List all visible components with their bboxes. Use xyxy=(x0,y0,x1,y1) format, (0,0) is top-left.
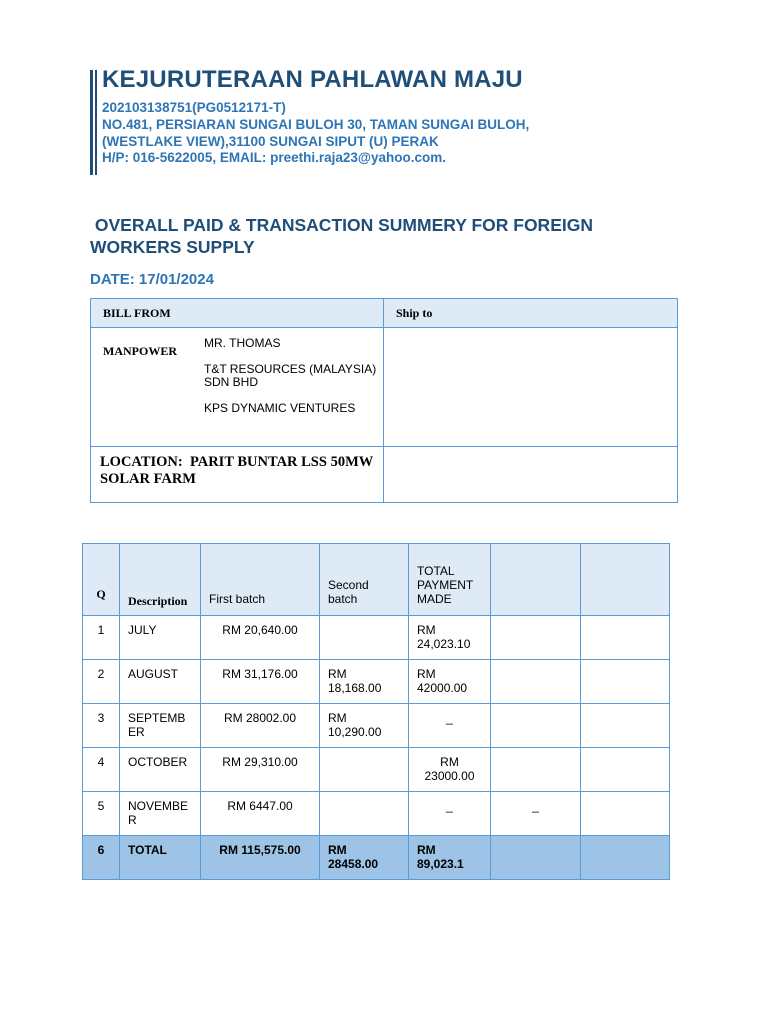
row-extra-2 xyxy=(581,704,670,748)
location-empty-cell xyxy=(384,447,678,503)
location-row xyxy=(91,447,678,503)
row-q: 1 xyxy=(83,616,120,660)
row-q: 3 xyxy=(83,704,120,748)
row-first-batch: RM 29,310.00 xyxy=(201,748,320,792)
to-name-3: KPS DYNAMIC VENTURES xyxy=(204,400,356,415)
row-first-batch: RM 20,640.00 xyxy=(201,616,320,660)
row-description: OCTOBER xyxy=(120,748,201,792)
company-contact: H/P: 016-5622005, EMAIL: preethi.raja23@yahoo.com. xyxy=(102,150,447,165)
total-extra-1 xyxy=(491,836,581,880)
bill-table-header xyxy=(91,299,678,328)
total-row xyxy=(83,836,670,880)
to-name-1: MR. THOMAS xyxy=(204,336,281,350)
row-extra-2 xyxy=(581,792,670,836)
bill-from-label: BILL FROM xyxy=(103,305,171,320)
location-line-2: SOLAR FARM xyxy=(100,471,196,487)
ship-to-header: Ship to xyxy=(384,299,678,328)
row-total-paid: _ xyxy=(409,792,491,836)
row-total-paid: RM 23000.00 xyxy=(409,748,491,792)
title-line-2: WORKERS SUPPLY xyxy=(90,237,255,257)
total-q: 6 xyxy=(83,836,120,880)
row-q: 4 xyxy=(83,748,120,792)
header-accent-bar xyxy=(90,70,93,175)
payment-table-header xyxy=(83,544,670,616)
from-party: MANPOWER xyxy=(103,344,177,358)
row-description: SEPTEMBER xyxy=(120,704,201,748)
row-q: 2 xyxy=(83,660,120,704)
table-row xyxy=(83,792,670,836)
total-second-batch: RM 28458.00 xyxy=(320,836,409,880)
row-extra-2 xyxy=(581,660,670,704)
address-line-2: (WESTLAKE VIEW),31100 SUNGAI SIPUT (U) PERAK xyxy=(102,133,439,149)
header-extra-2 xyxy=(581,544,670,616)
table-row xyxy=(83,704,670,748)
row-first-batch: RM 31,176.00 xyxy=(201,660,320,704)
header-accent-bar-inner xyxy=(95,70,97,175)
document-date: DATE: 17/01/2024 xyxy=(90,271,214,288)
row-description: NOVEMBER xyxy=(120,792,201,836)
header-second-batch: Second batch xyxy=(320,544,409,616)
total-paid: RM 89,023.1 xyxy=(409,836,491,880)
row-extra-1: _ xyxy=(491,792,581,836)
table-row xyxy=(83,660,670,704)
bill-table xyxy=(90,298,678,503)
total-description: TOTAL xyxy=(120,836,201,880)
to-names xyxy=(204,337,379,427)
table-row xyxy=(83,616,670,660)
company-address xyxy=(102,117,529,150)
row-extra-2 xyxy=(581,616,670,660)
bill-parties-row xyxy=(91,328,678,447)
company-name: KEJURUTERAAN PAHLAWAN MAJU xyxy=(102,66,523,93)
row-total-paid: _ xyxy=(409,704,491,748)
row-first-batch: RM 6447.00 xyxy=(201,792,320,836)
row-q: 5 xyxy=(83,792,120,836)
total-first-batch: RM 115,575.00 xyxy=(201,836,320,880)
row-second-batch: RM 10,290.00 xyxy=(320,704,409,748)
title-line-1: OVERALL PAID & TRANSACTION SUMMERY FOR FOREIGN xyxy=(90,215,593,235)
row-extra-1 xyxy=(491,748,581,792)
bill-from-header xyxy=(91,299,384,328)
ship-to-cell xyxy=(384,328,678,447)
location-line-1: LOCATION: PARIT BUNTAR LSS 50MW xyxy=(100,454,374,470)
row-second-batch xyxy=(320,792,409,836)
document-title xyxy=(90,214,650,258)
address-line-1: NO.481, PERSIARAN SUNGAI BULOH 30, TAMAN SUNGAI BULOH, xyxy=(102,117,530,132)
to-name-2: T&T RESOURCES (MALAYSIA) SDN BHD xyxy=(204,361,377,389)
row-extra-1 xyxy=(491,616,581,660)
row-description: AUGUST xyxy=(120,660,201,704)
row-extra-1 xyxy=(491,704,581,748)
location-cell xyxy=(91,447,384,503)
header-description: Description xyxy=(120,544,201,616)
header-total-paid: TOTAL PAYMENT MADE xyxy=(409,544,491,616)
row-description: JULY xyxy=(120,616,201,660)
row-second-batch: RM 18,168.00 xyxy=(320,660,409,704)
header-extra-1 xyxy=(491,544,581,616)
row-total-paid: RM 24,023.10 xyxy=(409,616,491,660)
header-first-batch: First batch xyxy=(201,544,320,616)
bill-from-cell xyxy=(91,328,384,447)
payment-table xyxy=(82,543,670,880)
header-q: Q xyxy=(83,544,120,616)
row-total-paid: RM 42000.00 xyxy=(409,660,491,704)
table-row xyxy=(83,748,670,792)
row-first-batch: RM 28002.00 xyxy=(201,704,320,748)
row-second-batch xyxy=(320,748,409,792)
row-extra-2 xyxy=(581,748,670,792)
row-second-batch xyxy=(320,616,409,660)
row-extra-1 xyxy=(491,660,581,704)
company-registration: 202103138751(PG0512171-T) xyxy=(102,100,286,115)
total-extra-2 xyxy=(581,836,670,880)
